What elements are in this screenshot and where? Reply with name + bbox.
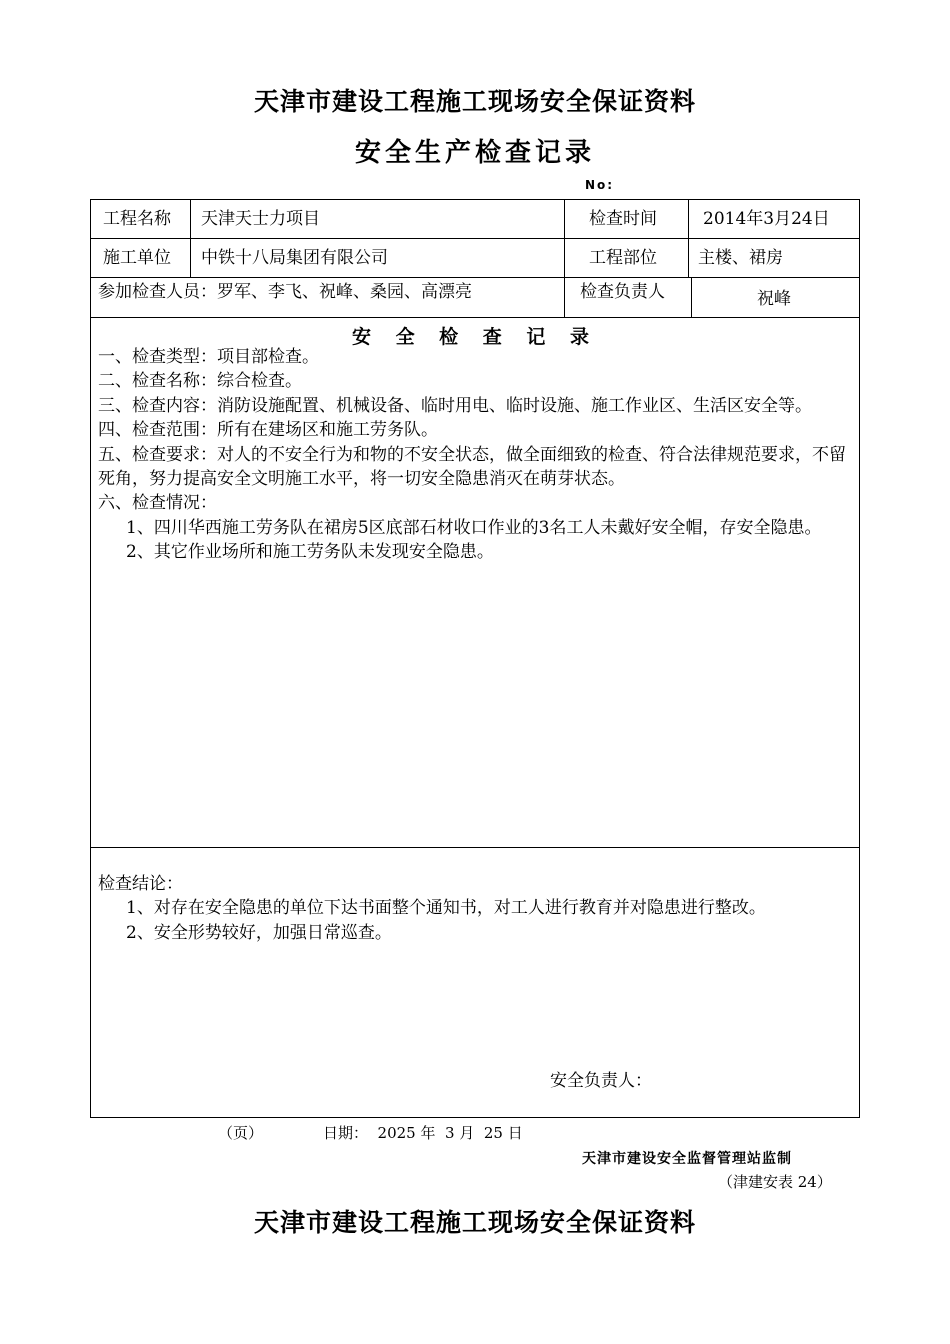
record-line: 二、检查名称：综合检查。 bbox=[98, 371, 302, 392]
record-line: 六、检查情况： bbox=[98, 493, 217, 514]
record-line: 三、检查内容：消防设施配置、机械设备、临时用电、临时设施、施工作业区、生活区安全等。 bbox=[98, 395, 812, 416]
footer-date: 日期： 2025 年 3 月 25 日 bbox=[323, 1124, 523, 1142]
issuing-organization: 天津市建设安全监督管理站监制 bbox=[582, 1151, 792, 1167]
conclusion-item: 1、对存在安全隐患的单位下达书面整个通知书，对工人进行教育并对隐患进行整改。 bbox=[126, 898, 766, 919]
column-divider bbox=[688, 199, 689, 278]
safety-signer-label: 安全负责人： bbox=[550, 1071, 652, 1091]
row-divider bbox=[90, 317, 860, 318]
document-title: 天津市建设工程施工现场安全保证资料 bbox=[253, 87, 696, 116]
record-line: 一、检查类型：项目部检查。 bbox=[98, 347, 319, 367]
finding-item: 2、其它作业场所和施工劳务队未发现安全隐患。 bbox=[126, 542, 494, 563]
record-line: 四、检查范围：所有在建场区和施工劳务队。 bbox=[98, 420, 438, 441]
responsible-label: 检查负责人 bbox=[580, 282, 665, 302]
form-code: （津建安表 24） bbox=[718, 1173, 832, 1191]
site-label: 工程部位 bbox=[589, 248, 657, 268]
page-label: （页） bbox=[218, 1124, 264, 1142]
section-divider bbox=[90, 847, 860, 848]
conclusion-item: 2、安全形势较好，加强日常巡查。 bbox=[126, 922, 392, 943]
conclusion-body bbox=[98, 872, 853, 945]
check-time-label: 检查时间 bbox=[589, 209, 657, 229]
column-divider bbox=[564, 199, 565, 318]
row-divider bbox=[90, 277, 860, 278]
site-value: 主楼、裙房 bbox=[698, 248, 783, 268]
record-section-title: 安 全 检 查 记 录 bbox=[351, 326, 599, 348]
responsible-value: 祝峰 bbox=[757, 289, 791, 309]
column-divider bbox=[691, 277, 692, 318]
record-body bbox=[98, 345, 853, 565]
participants-text: 参加检查人员：罗军、李飞、祝峰、桑园、高漂亮 bbox=[98, 282, 472, 302]
contractor-value: 中铁十八局集团有限公司 bbox=[201, 248, 388, 268]
project-name-label: 工程名称 bbox=[103, 209, 171, 229]
document-subtitle: 安全生产检查记录 bbox=[354, 138, 595, 168]
conclusion-label: 检查结论： bbox=[98, 874, 183, 894]
project-name-value: 天津天士力项目 bbox=[201, 209, 320, 229]
finding-item: 1、四川华西施工劳务队在裙房5区底部石材收口作业的3名工人未戴好安全帽，存安全隐患。 bbox=[126, 517, 822, 538]
next-page-title: 天津市建设工程施工现场安全保证资料 bbox=[253, 1208, 696, 1237]
record-line: 五、检查要求：对人的不安全行为和物的不安全状态，做全面细致的检查、符合法律规范要求，不留死角，努力提高安全文明施工水平，将一切安全隐患消灭在萌芽状态。 bbox=[98, 444, 846, 490]
contractor-label: 施工单位 bbox=[103, 248, 171, 268]
column-divider bbox=[190, 199, 191, 278]
check-time-value: 2014年3月24日 bbox=[703, 209, 830, 229]
row-divider bbox=[90, 238, 860, 239]
record-number-label: No: bbox=[585, 178, 615, 192]
